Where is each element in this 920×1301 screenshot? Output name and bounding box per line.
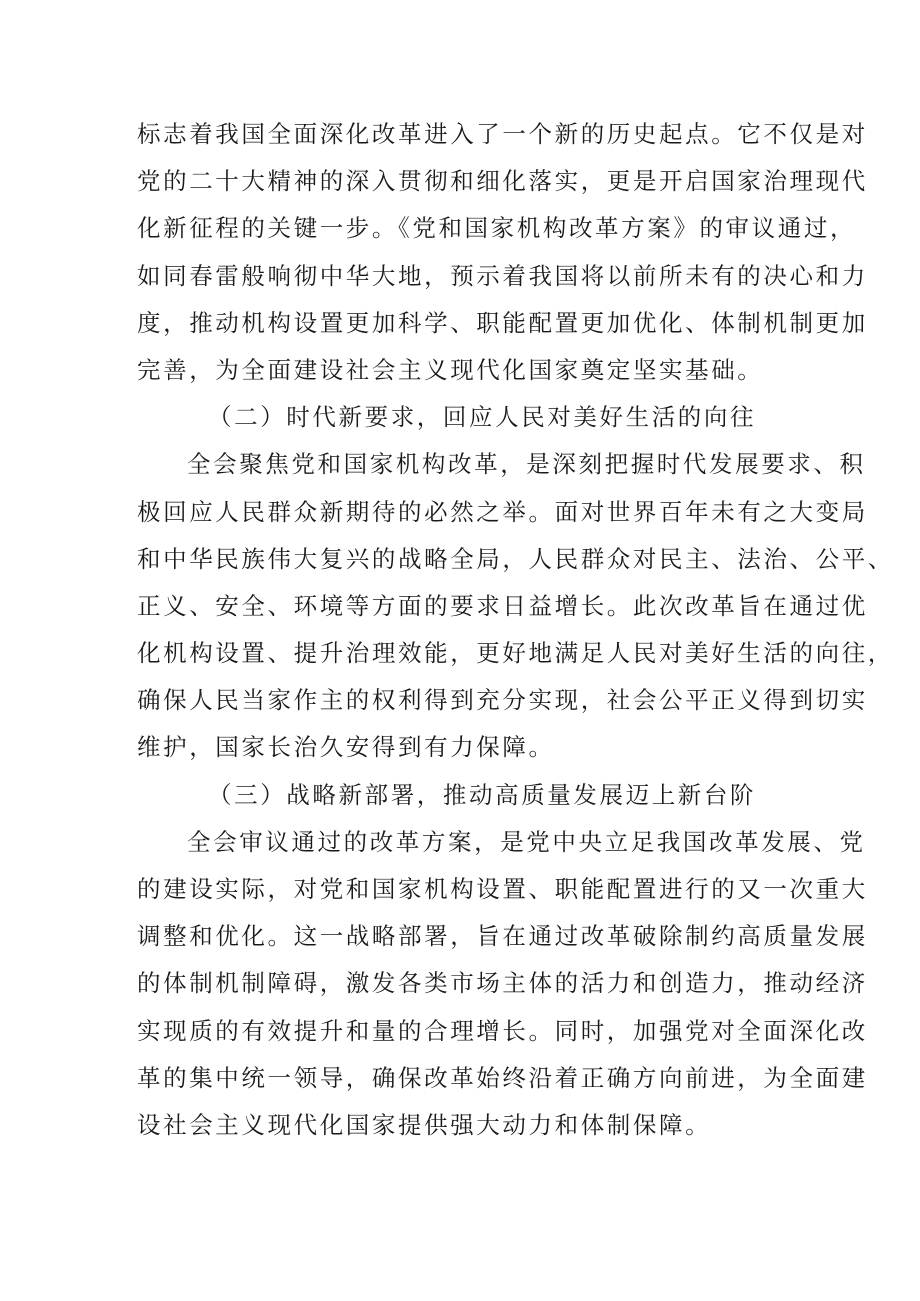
section-heading-3: （三）战略新部署，推动高质量发展迈上新台阶	[208, 780, 757, 809]
paragraph-2	[137, 441, 894, 771]
text-line: 调整和优化。这一战略部署，旨在通过改革破除制约高质量发展	[137, 922, 868, 951]
text-line: 完善，为全面建设社会主义现代化国家奠定坚实基础。	[137, 355, 764, 384]
text-line: 正义、安全、环境等方面的要求日益增长。此次改革旨在通过优	[137, 591, 868, 620]
text-line: 度，推动机构设置更加科学、职能配置更加优化、体制机制更加	[137, 308, 868, 337]
text-line: 化机构设置、提升治理效能，更好地满足人民对美好生活的向往，	[137, 639, 894, 668]
text-line: 全会聚焦党和国家机构改革，是深刻把握时代发展要求、积	[187, 450, 866, 479]
paragraph-3	[137, 819, 868, 1149]
text-line: 革的集中统一领导，确保改革始终沿着正确方向前进，为全面建	[137, 1063, 868, 1092]
text-line: 维护，国家长治久安得到有力保障。	[137, 733, 555, 762]
text-line: 确保人民当家作主的权利得到充分实现，社会公平正义得到切实	[137, 686, 868, 715]
text-line: 标志着我国全面深化改革进入了一个新的历史起点。它不仅是对	[137, 120, 868, 148]
section-heading-2: （二）时代新要求，回应人民对美好生活的向往	[208, 403, 757, 432]
text-line: 党的二十大精神的深入贯彻和细化落实，更是开启国家治理现代	[137, 167, 868, 196]
text-line: 极回应人民群众新期待的必然之举。面对世界百年未有之大变局	[137, 497, 868, 526]
text-line: 的体制机制障碍，激发各类市场主体的活力和创造力，推动经济	[137, 969, 868, 998]
text-line: 化新征程的关键一步。《党和国家机构改革方案》的审议通过，	[137, 214, 857, 243]
paragraph-1	[137, 111, 868, 394]
text-line: 实现质的有效提升和量的合理增长。同时，加强党对全面深化改	[137, 1016, 868, 1045]
text-line: 和中华民族伟大复兴的战略全局，人民群众对民主、法治、公平、	[137, 544, 894, 573]
document-body	[137, 111, 894, 1149]
text-line: 全会审议通过的改革方案，是党中央立足我国改革发展、党	[187, 827, 866, 856]
text-line: 如同春雷般响彻中华大地，预示着我国将以前所未有的决心和力	[137, 261, 868, 290]
text-line: 的建设实际，对党和国家机构设置、职能配置进行的又一次重大	[137, 875, 868, 903]
text-line: 设社会主义现代化国家提供强大动力和体制保障。	[137, 1110, 712, 1139]
